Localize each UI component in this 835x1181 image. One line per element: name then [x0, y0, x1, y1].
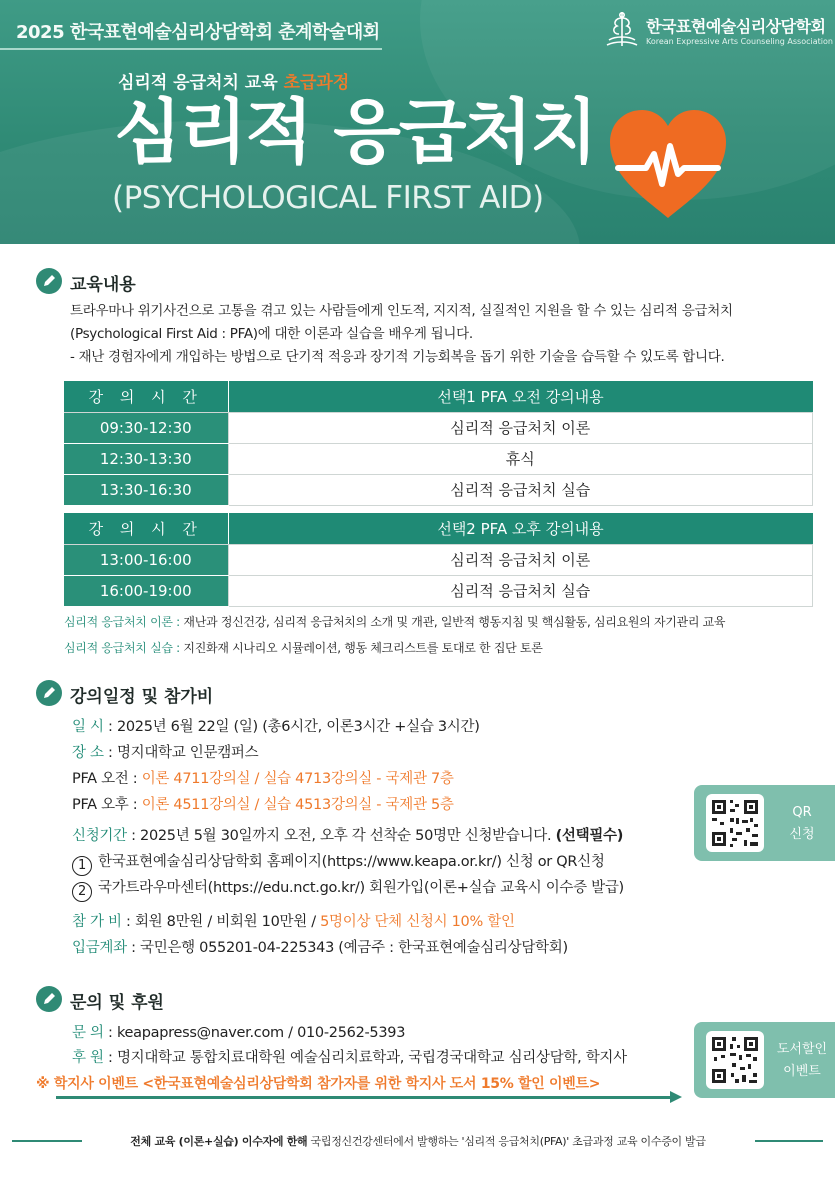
table-row: [64, 544, 813, 575]
arrow-head-icon: [670, 1091, 682, 1103]
place-label: 장 소: [72, 745, 104, 761]
content-line: (Psychological First Aid : PFA)에 대한 이론과 실습을 배우게 됩니다.: [70, 326, 473, 342]
schedule-table-pm: [64, 513, 813, 607]
content-line: - 재난 경험자에게 개입하는 방법으로 단기적 적응과 장기적 기능회복을 돕기 위한 기술을 습득할 수 있도록 합니다.: [70, 349, 725, 365]
pencil-icon: [36, 680, 62, 706]
apply-option-2: [72, 876, 624, 902]
footer-bold: 전체 교육 (이론+실습) 이수자에 한해: [130, 1135, 308, 1148]
content-column-header: 선택2 PFA 오후 강의내용: [228, 513, 813, 544]
time-cell: 13:00-16:00: [64, 544, 228, 575]
arrow-line: [56, 1096, 676, 1099]
title-underline: [0, 48, 382, 50]
qr-event-card[interactable]: [694, 1022, 835, 1098]
heart-pulse-icon: [604, 106, 732, 224]
theory-note: [64, 613, 725, 630]
page-title: 심리적 응급처치: [114, 91, 596, 173]
footer-note: [88, 1133, 748, 1149]
pm-room-line: [72, 793, 454, 814]
header-banner: [0, 0, 835, 244]
apply-label: 신청기간: [72, 828, 127, 844]
desc-cell: 심리적 응급처치 실습: [228, 474, 813, 505]
desc-cell: 휴식: [228, 443, 813, 474]
time-cell: 12:30-13:30: [64, 443, 228, 474]
am-room-line: [72, 767, 454, 788]
section-heading-content: 교육내용: [70, 275, 136, 295]
date-line: [72, 715, 480, 736]
content-line: 트라우마나 위기사건으로 고통을 겪고 있는 사람들에게 인도적, 지지적, 실질적인 지원을 할 수 있는 심리적 응급처치: [70, 303, 733, 319]
table-row: [64, 474, 813, 505]
pm-rooms: 이론 4511강의실 / 실습 4513강의실 - 국제관 5층: [141, 797, 454, 813]
am-rooms: 이론 4711강의실 / 실습 4713강의실 - 국제관 7층: [141, 771, 454, 787]
section-heading-schedule: 강의일정 및 참가비: [70, 687, 214, 707]
time-cell: 13:30-16:30: [64, 474, 228, 505]
note-text: 재난과 정신건강, 심리적 응급처치의 소개 및 개관, 일반적 행동지침 및 핵심활동, 심리요원의 자기관리 교육: [179, 615, 726, 629]
course-subtitle: [118, 68, 349, 93]
event-banner: ※ 학지사 이벤트 <한국표현예술심리상담학회 참가자를 위한 학지사 도서 15% 할인 이벤트>: [36, 1076, 601, 1092]
footer-text: 국립정신건강센터에서 발행하는 '심리적 응급처치(PFA)' 초급과정 교육 이수증이 발급: [307, 1135, 706, 1148]
pencil-icon: [36, 986, 62, 1012]
circled-number: 1: [72, 856, 92, 876]
pencil-icon: [36, 268, 62, 294]
qr-label: QR: [792, 805, 812, 820]
time-cell: 09:30-12:30: [64, 412, 228, 443]
conference-title: 2025 한국표현예술심리상담학회 춘계학술대회: [16, 22, 380, 43]
contact-text[interactable]: : keapapress@naver.com / 010-2562-5393: [103, 1025, 406, 1041]
qr-code-icon[interactable]: [706, 794, 764, 852]
time-cell: 16:00-19:00: [64, 575, 228, 606]
time-column-header: 강 의 시 간: [64, 381, 228, 412]
option-text[interactable]: 한국표현예술심리상담학회 홈페이지(https://www.keapa.or.kr/) 신청 or QR신청: [98, 854, 605, 870]
date-text: : 2025년 6월 22일 (일) (총6시간, 이론3시간 +실습 3시간): [103, 719, 480, 735]
fee-discount: 5명이상 단체 신청시 10% 할인: [320, 914, 515, 930]
note-text: 지진화재 시나리오 시뮬레이션, 행동 체크리스트를 토대로 한 집단 토론: [179, 641, 543, 655]
qr-apply-card[interactable]: [694, 785, 835, 861]
sponsor-line: [72, 1046, 627, 1067]
circled-number: 2: [72, 882, 92, 902]
section-heading-contact: 문의 및 후원: [70, 993, 164, 1013]
schedule-table-am: [64, 381, 813, 506]
page-title-en: (PSYCHOLOGICAL FIRST AID): [112, 180, 544, 216]
subtitle-text: 심리적 응급처치 교육: [118, 73, 278, 93]
contact-label: 문 의: [72, 1025, 104, 1041]
subtitle-accent: 초급과정: [283, 73, 350, 93]
table-row: [64, 412, 813, 443]
org-name: 한국표현예술심리상담학회: [646, 17, 826, 36]
note-label: 심리적 응급처치 실습 :: [64, 641, 180, 655]
place-text: : 명지대학교 인문캠퍼스: [103, 745, 259, 761]
qr-label: 신청: [789, 827, 815, 842]
fee-text: : 회원 8만원 / 비회원 10만원 /: [121, 914, 321, 930]
apply-text: : 2025년 5월 30일까지 오전, 오후 각 선착순 50명만 신청받습니다.: [126, 828, 556, 844]
fee-line: [72, 910, 515, 931]
desc-cell: 심리적 응급처치 실습: [228, 575, 813, 606]
practice-note: [64, 639, 543, 656]
am-label: PFA 오전 :: [72, 771, 142, 787]
table-row: [64, 443, 813, 474]
time-column-header: 강 의 시 간: [64, 513, 228, 544]
contact-line: [72, 1021, 405, 1042]
account-line: [72, 936, 568, 957]
table-row: [64, 575, 813, 606]
org-name-en: Korean Expressive Arts Counseling Association: [646, 37, 833, 46]
sponsor-text: : 명지대학교 통합치료대학원 예술심리치료학과, 국립경국대학교 심리상담학, 학지사: [103, 1050, 627, 1066]
desc-cell: 심리적 응급처치 이론: [228, 544, 813, 575]
option-text[interactable]: 국가트라우마센터(https://edu.nct.go.kr/) 회원가입(이론+실습 교육시 이수증 발급): [98, 880, 624, 896]
place-line: [72, 741, 258, 762]
pm-label: PFA 오후 :: [72, 797, 142, 813]
apply-required: (선택필수): [555, 828, 624, 844]
account-text: : 국민은행 055201-04-225343 (예금주 : 한국표현예술심리상담학회): [126, 940, 568, 956]
footer-rule: [12, 1140, 82, 1142]
table-header-row: [64, 381, 813, 412]
date-label: 일 시: [72, 719, 104, 735]
fee-label: 참 가 비: [72, 914, 122, 930]
qr-label: 이벤트: [783, 1064, 821, 1079]
qr-code-icon[interactable]: [706, 1031, 764, 1089]
apply-line: [72, 824, 623, 845]
org-logo-icon: [603, 10, 641, 50]
sponsor-label: 후 원: [72, 1050, 104, 1066]
footer-rule: [755, 1140, 823, 1142]
apply-option-1: [72, 850, 605, 876]
content-column-header: 선택1 PFA 오전 강의내용: [228, 381, 813, 412]
note-label: 심리적 응급처치 이론 :: [64, 615, 180, 629]
table-header-row: [64, 513, 813, 544]
desc-cell: 심리적 응급처치 이론: [228, 412, 813, 443]
account-label: 입금계좌: [72, 940, 127, 956]
qr-label: 도서할인: [776, 1042, 828, 1057]
